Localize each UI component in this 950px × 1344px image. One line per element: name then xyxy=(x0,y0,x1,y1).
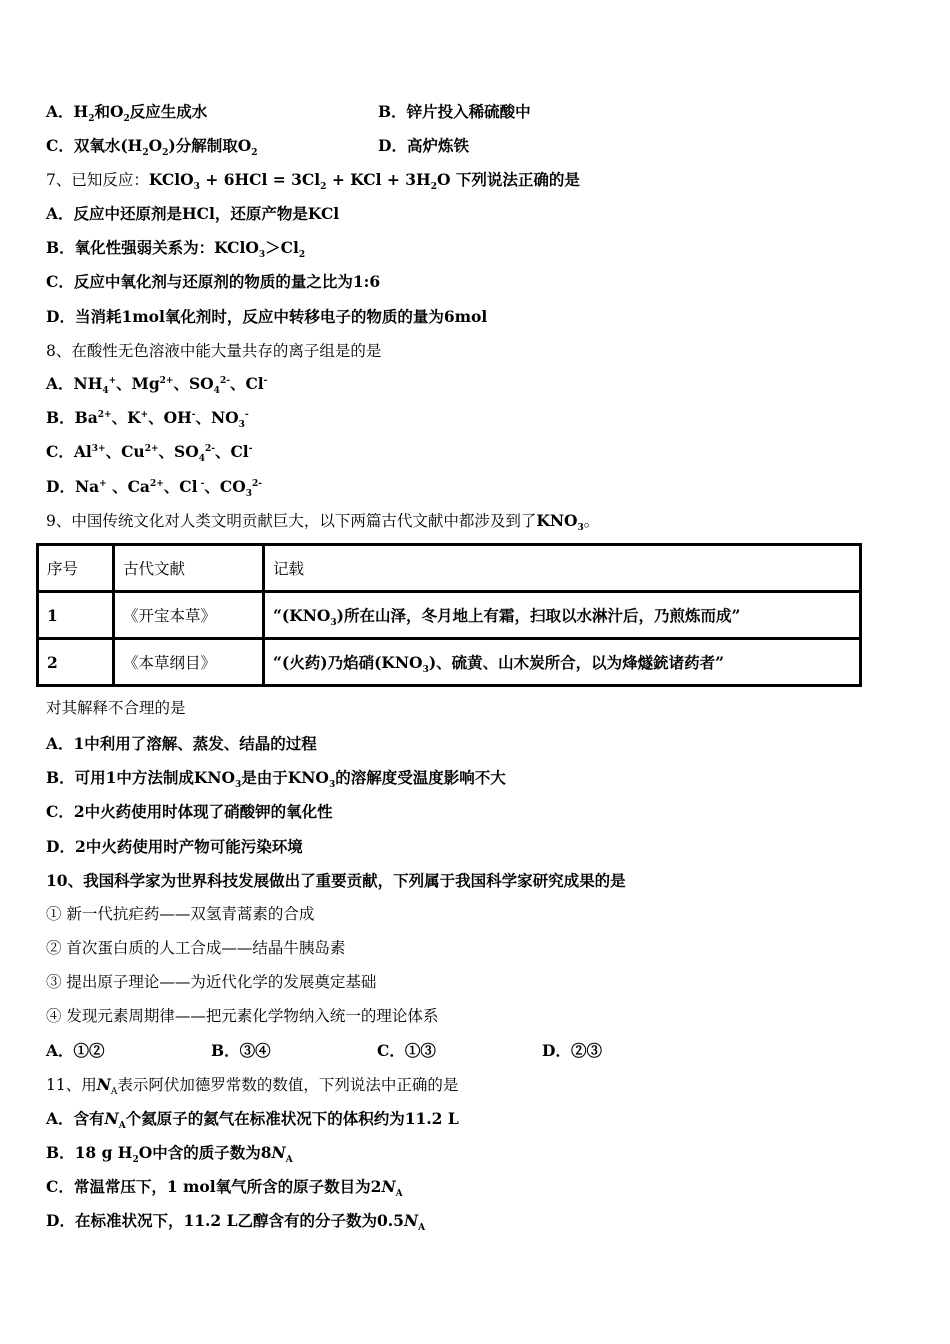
q7-stem: 7、已知反应：KClO$_3$ + $6HCl = 3Cl_2$ + KCl + $3H_2O$ 下列说法正确的是 xyxy=(46,170,580,193)
q9-option-c: C．2中火药使用时体现了硝酸钾的氧化性 xyxy=(46,802,333,821)
table-cell-book: 《开宝本草》 xyxy=(114,592,264,639)
q8-option-c: C．$Al^{3+}$、$Cu^{2+}$、$SO_4^{2-}$、Cl- xyxy=(46,442,253,465)
q10-option-c: C．①③ xyxy=(377,1041,436,1060)
q7-option-d: D．当消耗1mol氧化剂时，反应中转移电子的物质的量为6mol xyxy=(46,307,488,326)
table-cell-book: 《本草纲目》 xyxy=(114,639,264,686)
q9-option-b: B．可用1中方法制成$KNO_3$是由于$KNO_3$的溶解度受温度影响不大 xyxy=(46,768,506,791)
q11-option-c: C．常温常压下，1 mol氧气所含的原子数目为$2N_A$ xyxy=(46,1177,403,1200)
q10-item: ③ 提出原子理论——为近代化学的发展奠定基础 xyxy=(46,973,377,991)
q6-option-d: D．高炉炼铁 xyxy=(378,136,469,155)
q6-option-a: A．$H_2$和$O_2$反应生成水 xyxy=(46,102,208,125)
ancient-documents-table xyxy=(36,543,862,687)
q11-option-d: D．在标准状况下，11.2 L乙醇含有的分子数为$0.5N_A$ xyxy=(46,1211,426,1234)
q8-option-b: B．$Ba^{2+}$、K+、OH-、$NO_3^-$ xyxy=(46,408,249,431)
q9-option-d: D．2中火药使用时产物可能污染环境 xyxy=(46,837,303,856)
table-row xyxy=(38,592,861,639)
q9-question: 对其解释不合理的是 xyxy=(46,699,186,717)
table-cell-record: “(火药)乃焰硝$(KNO_3)$、硫黄、山木炭所合，以为烽燧銃诸药者” xyxy=(264,639,861,686)
q7-option-a: A．反应中还原剂是HCl，还原产物是KCl xyxy=(46,204,340,223)
q10-item: ④ 发现元素周期律——把元素化学物纳入统一的理论体系 xyxy=(46,1007,439,1025)
table-cell-record: “$(KNO_3)$所在山泽，冬月地上有霜，扫取以水淋汁后，乃煎炼而成” xyxy=(264,592,861,639)
table-header-cell: 古代文献 xyxy=(114,545,264,592)
q6-option-b: B．锌片投入稀硫酸中 xyxy=(378,102,531,121)
q6-option-c: C．双氧水$(H_2O_2)$分解制取$O_2$ xyxy=(46,136,258,159)
q10-option-d: D．②③ xyxy=(542,1041,602,1060)
table-header-cell: 记载 xyxy=(264,545,861,592)
q7-option-c: C．反应中氧化剂与还原剂的物质的量之比为1:6 xyxy=(46,272,381,291)
q9-option-a: A．1中利用了溶解、蒸发、结晶的过程 xyxy=(46,734,317,753)
table-cell-num: 2 xyxy=(38,639,114,686)
q11-option-a: A．含有$N_A$个氦原子的氦气在标准状况下的体积约为11.2 L xyxy=(46,1109,459,1132)
q9-stem: 9、中国传统文化对人类文明贡献巨大，以下两篇古代文献中都涉及到了$KNO_3$。 xyxy=(46,511,600,534)
table-header-row xyxy=(38,545,861,592)
q10-option-a: A．①② xyxy=(46,1041,105,1060)
q7-option-b: B．氧化性强弱关系为：$KClO_3>Cl_2$ xyxy=(46,238,306,261)
q11-stem: 11、用$N_A$表示阿伏加德罗常数的数值，下列说法中正确的是 xyxy=(46,1075,459,1098)
q8-option-d: D．Na+ 、$Ca^{2+}$、Cl -、$CO_3^{2-}$ xyxy=(46,477,263,500)
table-header-cell: 序号 xyxy=(38,545,114,592)
q8-option-a: A．$NH_4^+$、$Mg^{2+}$、$SO_4^{2-}$、Cl- xyxy=(46,374,268,397)
q10-option-b: B．③④ xyxy=(211,1041,271,1060)
q10-stem: 10、我国科学家为世界科技发展做出了重要贡献，下列属于我国科学家研究成果的是 xyxy=(46,871,626,890)
q11-option-b: B．18 g $H_2O$中含的质子数为$8N_A$ xyxy=(46,1143,293,1166)
q10-item: ① 新一代抗疟药——双氢青蒿素的合成 xyxy=(46,905,315,923)
q10-item: ② 首次蛋白质的人工合成——结晶牛胰岛素 xyxy=(46,939,346,957)
table-row xyxy=(38,639,861,686)
table-cell-num: 1 xyxy=(38,592,114,639)
q8-stem: 8、在酸性无色溶液中能大量共存的离子组是的是 xyxy=(46,342,382,360)
